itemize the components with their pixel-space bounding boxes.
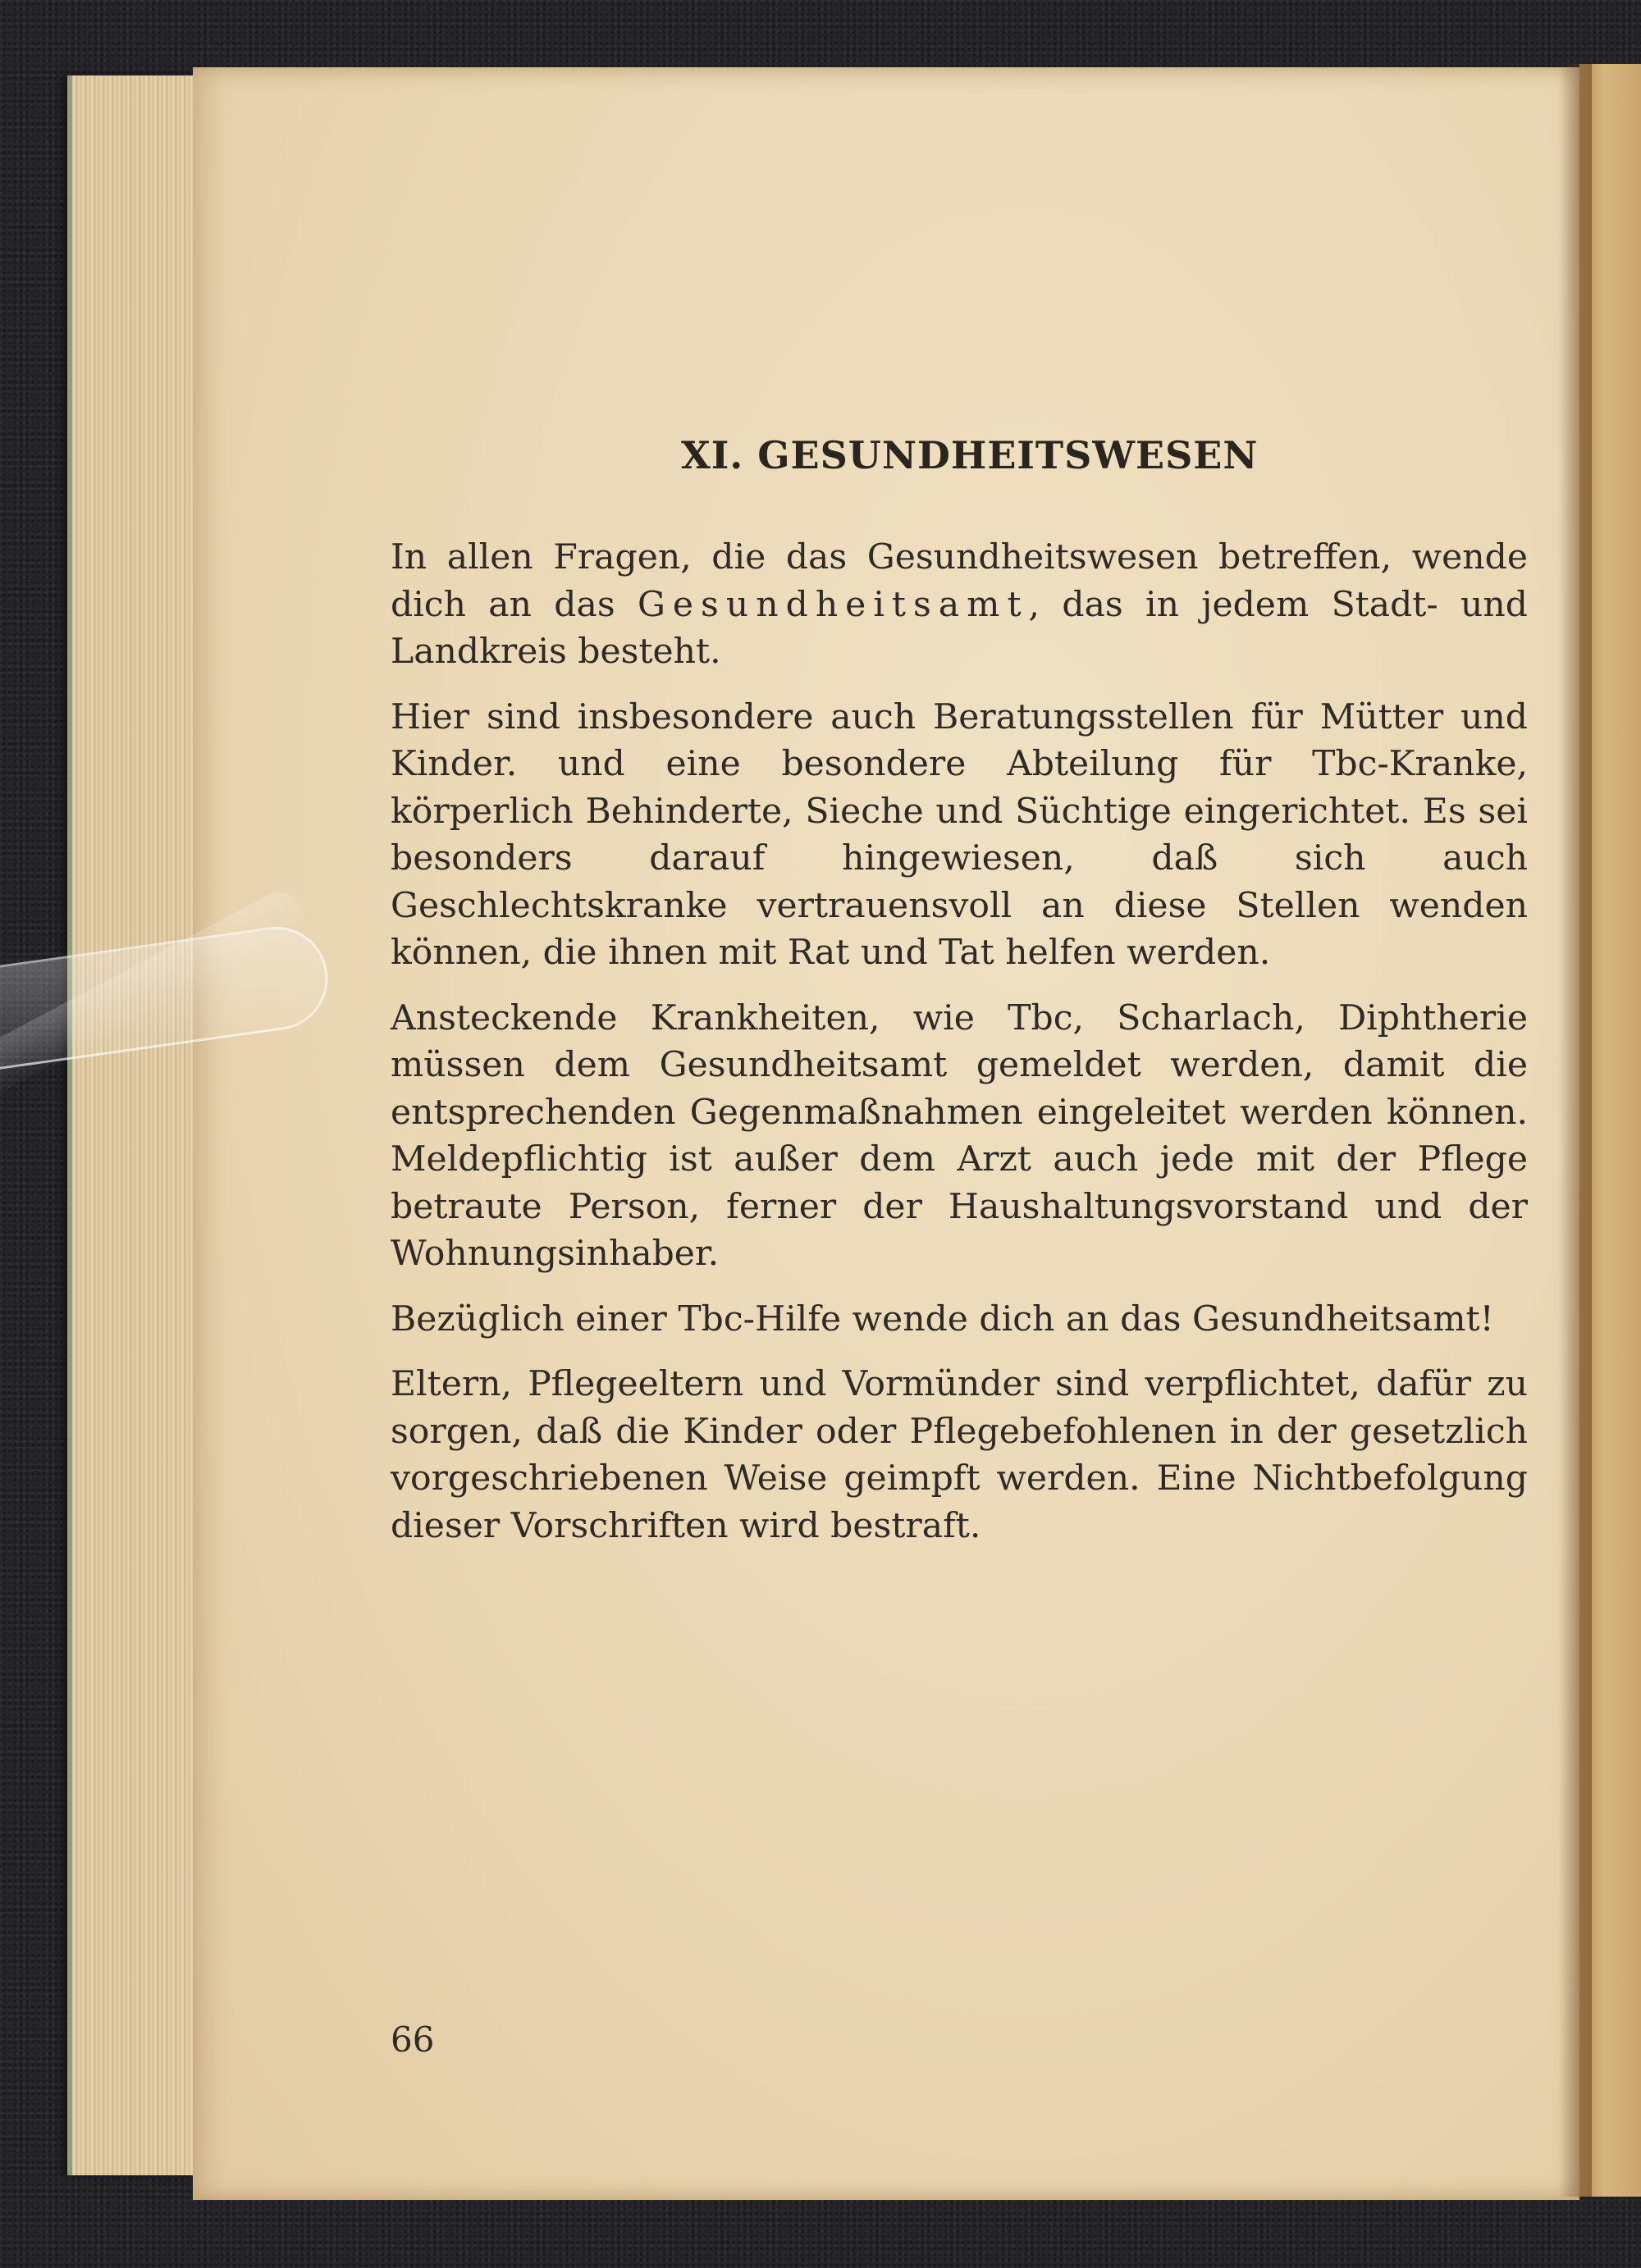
paragraph-1	[391, 534, 1528, 676]
paragraph-1-after: , das in jedem Stadt- und Landkreis besteht.	[391, 584, 1528, 672]
paragraph-5: Eltern, Pflegeeltern und Vormünder sind verpflichtet, dafür zu sorgen, daß die Kinder oder Pflegebefohlenen in der gesetzlich vorgeschriebenen Weise geimpft werden. Eine Nichtbefolgung dieser Vorschriften wird bestraft.	[391, 1364, 1528, 1546]
paragraph-3: Ansteckende Krankheiten, wie Tbc, Scharlach, Diphtherie müssen dem Gesundheitsamt gemeldet werden, damit die entsprechenden Gegenmaßnahmen eingeleitet werden können. Meldepflichtig ist außer dem Arzt auch jede mit der Pflege betraute Person, ferner der Haushaltungsvorstand und der Wohnungsinhaber.	[391, 997, 1528, 1274]
gutter-shadow	[1559, 64, 1592, 2197]
paragraph-2: Hier sind insbesondere auch Beratungsstellen für Mütter und Kinder. und eine besondere Abteilung für Tbc-Kranke, körperlich Behinderte, Sieche und Süchtige eingerichtet. Es sei besonders darauf hingewiesen, daß sich auch Geschlechtskranke vertrauensvoll an diese Stellen wenden können, die ihnen mit Rat und Tat helfen werden.	[391, 696, 1528, 973]
page-number: 66	[391, 2019, 435, 2060]
body-text	[391, 534, 1528, 1549]
paragraph-4: Bezüglich einer Tbc-Hilfe wende dich an das Gesundheitsamt!	[391, 1298, 1494, 1339]
paragraph-1-emphasis: Gesundheitsamt	[637, 584, 1029, 625]
chapter-title: XI. GESUNDHEITSWESEN	[681, 433, 1259, 477]
paragraph-1-before: In allen Fragen, die das Gesundheitswesen betreffen, wende dich an das	[391, 537, 1528, 625]
